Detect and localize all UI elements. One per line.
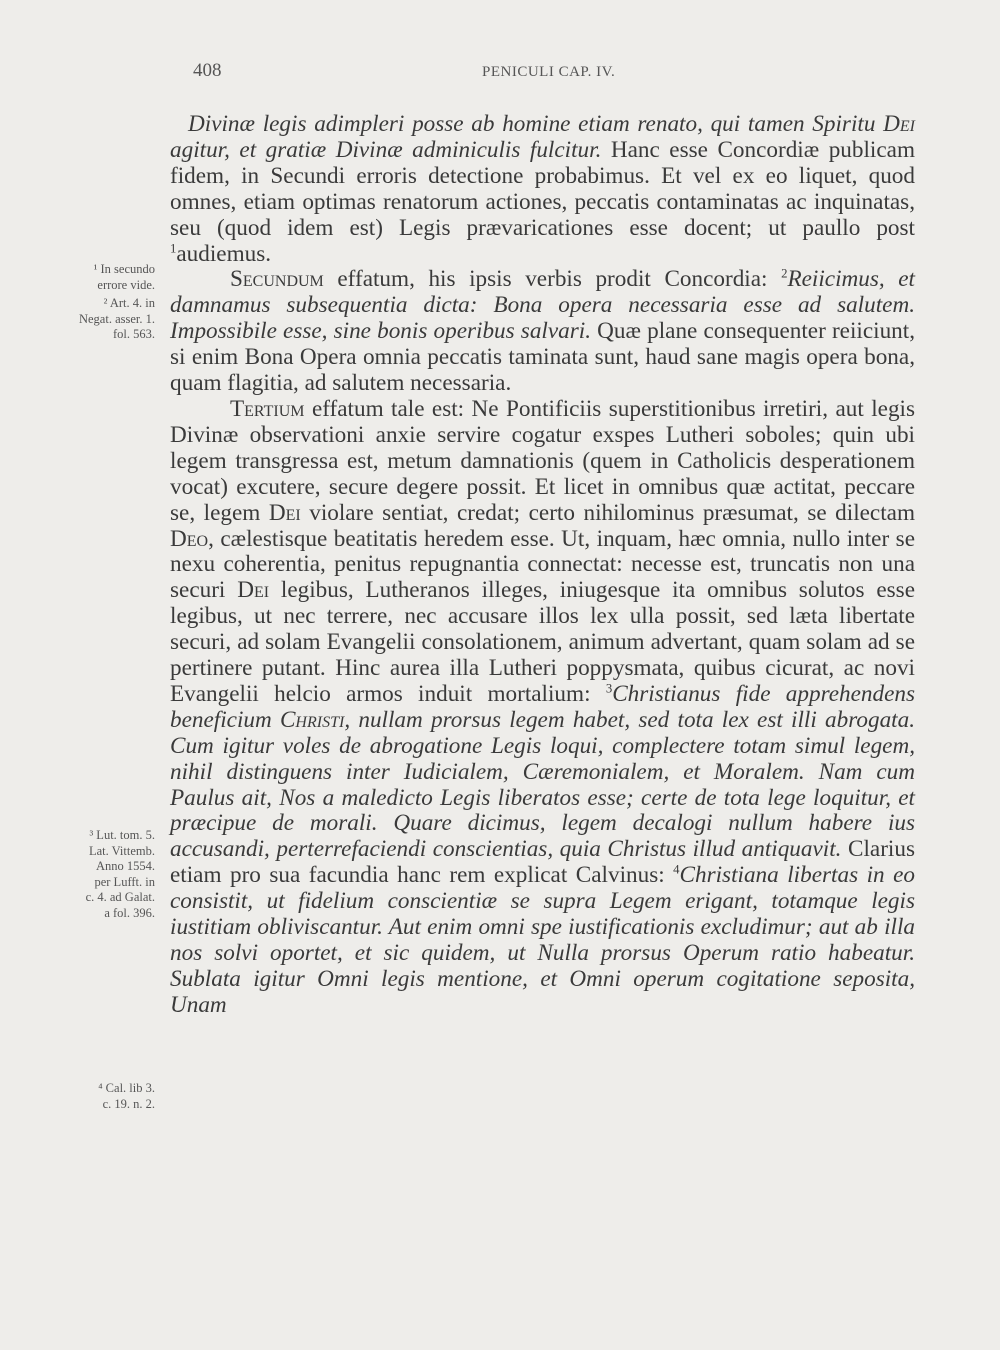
running-title: PENICULI CAP. IV.: [482, 64, 616, 80]
margin-note-3: [55, 828, 155, 921]
margin-note-line: Lat. Vittemb.: [88, 843, 155, 858]
margin-note-line: ⁴ Cal. lib 3.: [98, 1081, 155, 1095]
paragraph-2: Secundum effatum, his ipsis verbis prodit Concordia: $^2$Reiicimus, et damnamus subsequentia dicta: Bona opera necessaria esse ad salutem. Impossibile esse, sine bonis operibus salvari. Quæ plane consequenter reiiciunt, si enim Bona Opera omnia peccatis taminata sunt, haud sane magis opera bona, quam flagitia, ad salutem necessaria.: [170, 266, 916, 397]
page-header: [0, 60, 1000, 90]
page-number: 408: [193, 60, 222, 81]
footnote-ref: 3: [605, 681, 613, 696]
margin-note-2: [55, 296, 155, 343]
margin-note-line: a fol. 396.: [104, 905, 155, 920]
paragraph-1: Divinæ legis adimpleri posse ab homine etiam renato, qui tamen Spiritu Dei agitur, et gratiæ Divinæ adminiculis fulcitur. Hanc esse Concordiæ publicam fidem, in Secundi erroris detectione probabimus. Et vel ex eo liquet, quod omnes, etiam optimas renatorum actiones, peccatis contaminatas ac inquinatas, seu (quod idem est) Legis prævaricationes esse docent; ut paullo post $^1$audiemus.: [170, 111, 915, 267]
margin-note-1: [55, 262, 155, 293]
margin-note-line: per Lufft. in: [94, 874, 155, 889]
body-text: [170, 112, 915, 1019]
margin-note-line: errore vide.: [97, 277, 155, 292]
footnote-ref: 1: [170, 240, 177, 255]
paragraph-3: Tertium effatum tale est: Ne Pontificiis superstitionibus irretiri, aut legis Divinæ observationi anxie servire cogatur exspes Lutheri soboles; quin ubi legem transgressa est, metum damnationis (quem in Catholicis desperationem vocat) excutere, secure degere possit. Et licet in omnibus quæ actitat, peccare se, legem Dei violare sentiat, credat; certo nihilominus præsumat, se dilectam Deo, cælestisque beatitatis heredem esse. Ut, inquam, hæc omnia, nullo inter se nexu coherentia, penitus repugnantia connectat: necesse est, truncatis non una securi Dei legibus, Lutheranos illeges, iniugesque ita omnibus solutos esse legibus, ut nec terrere, nec accusare illos lex ulla possit, sed læta libertate securi, ad solam Evangelii consolationem, animum advertant, quam solam ad se pertinere putant. Hinc aurea illa Lutheri poppysmata, quibus cicurat, ac novi Evangelii helcio armos induit mortalium: $^3$Christianus fide apprehendens beneficium Christi, nullam prorsus legem habet, sed tota lex est illi abrogata. Cum igitur voles de abrogatione Legis loqui, complectere totam simul legem, nihil distinguens inter Iudicialem, Cæremonialem, et Moralem. Nam cum Paulus ait, Nos a maledicto Legis liberatos esse; certe de tota lege loquitur, et præcipue de morali. Quare dicimus, legem decalogi nullum habere ius accusandi, perterrefaciendi conscientias, quia Christus illud antiquavit. Clarius etiam pro sua facundia hanc rem explicat Calvinus: $^4$Christiana libertas in eo consistit, ut fidelium conscientiæ se supra Legem erigant, totamque legis iustitiam obliviscantur. Aut enim omni spe iustificationis excludimur; aut ab illa nos solvi oportet, et sic quidem, ut Nulla prorsus Operum ratio habeatur. Sublata igitur Omni legis mentione, et Omni operum cogitatione seposita, Unam: [170, 395, 916, 1018]
margin-note-line: ² Art. 4. in: [103, 296, 155, 310]
margin-note-line: c. 19. n. 2.: [102, 1096, 155, 1111]
footnote-ref: 2: [781, 266, 788, 281]
margin-note-line: Negat. asser. 1.: [78, 311, 155, 326]
margin-note-4: [55, 1081, 155, 1112]
margin-note-line: c. 4. ad Galat.: [85, 890, 155, 904]
margin-note-line: ¹ In secundo: [93, 262, 155, 276]
margin-note-line: fol. 563.: [112, 327, 155, 341]
footnote-ref: 4: [673, 862, 680, 877]
margin-note-line: Anno 1554.: [95, 859, 155, 873]
margin-note-line: ³ Lut. tom. 5.: [89, 828, 155, 842]
